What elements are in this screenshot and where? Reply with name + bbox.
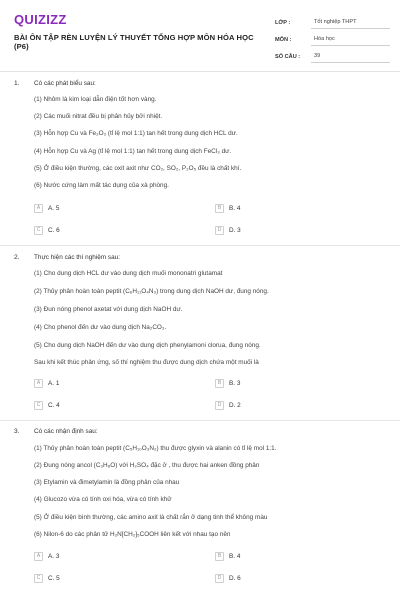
option-letter-box: A <box>34 552 43 561</box>
option-letter-box: D <box>215 226 224 235</box>
statement: (2) Thủy phân hoàn toàn peptit (C₆H₁₁O₄N₃) trong dung dịch NaOH dư, đung nóng. <box>34 288 269 295</box>
option-letter-box: B <box>215 204 224 213</box>
question-number: 3. <box>14 428 20 435</box>
statement: (5) Ở điều kiện bình thường, các amino axit là chất rắn ở dạng tinh thể không màu <box>34 514 268 521</box>
answer-option-b[interactable] <box>215 203 240 213</box>
question-separator <box>0 420 400 421</box>
statement: (4) Hỗn hợp Cu và Ag (tỉ lệ mol 1:1) tan hết trong dung dịch FeCl₃ dư. <box>34 148 232 155</box>
option-letter-box: D <box>215 574 224 583</box>
statement: (3) Hỗn hợp Cu và Fe₂O₃ (tỉ lệ mol 1:1) tan hết trong dung dịch HCL dư. <box>34 130 238 137</box>
option-letter-box: C <box>34 226 43 235</box>
statement: (4) Cho phenol đến dư vào dung dịch Na₂CO₃. <box>34 324 167 331</box>
statement: (2) Đung nóng ancol (C₃H₈O) với H₂SO₄ đặc ở , thu được hai anken đồng phân <box>34 462 260 469</box>
answer-option-b[interactable] <box>215 378 240 388</box>
statement: (5) Ở điều kiện thường, các oxit axit như CO₂, SO₂, P₂O₅ đều là chất khí. <box>34 165 242 172</box>
worksheet-header <box>0 0 400 68</box>
meta-row-subject <box>275 29 390 46</box>
question-number: 1. <box>14 80 20 87</box>
option-text: D. 3 <box>229 226 241 234</box>
meta-label: SỐ CÂU : <box>275 54 301 60</box>
option-text: A. 5 <box>48 204 60 212</box>
meta-label: MÔN : <box>275 37 292 43</box>
statement: (3) Etylamin và đimetylamin là đồng phân của nhau <box>34 479 180 486</box>
header-divider <box>0 71 400 72</box>
answer-option-c[interactable] <box>34 225 60 235</box>
option-letter-box: C <box>34 401 43 410</box>
quizizz-logo: QUIZIZZ <box>14 12 67 27</box>
question-prompt: Có các nhận định sau: <box>34 428 98 435</box>
worksheet-meta <box>275 12 390 63</box>
option-text: A. 3 <box>48 552 60 560</box>
statement: (6) Nước cứng làm mất tác dụng của xà phòng. <box>34 182 169 189</box>
option-text: D. 6 <box>229 574 241 582</box>
statement: (2) Các muối nitrat đều bị phân hủy bởi nhiệt. <box>34 113 163 120</box>
statement: (6) Nilon-6 do các phân tử H₂N[CH₂]₅COOH liên kết với nhau tạo nên <box>34 531 231 538</box>
meta-value: Hóa học <box>311 36 390 46</box>
answer-option-b[interactable] <box>215 551 240 561</box>
meta-value: 39 <box>311 53 390 63</box>
statement: (3) Đun nóng phenol axetat với dung dịch NaOH dư. <box>34 306 183 313</box>
statement: (5) Cho dung dịch NaOH đến dư vào dung dịch phenylamoni clorua, đung nóng. <box>34 342 261 349</box>
statement: (4) Glucozo vừa có tính oxi hóa, vừa có tính khử <box>34 496 172 503</box>
answer-option-c[interactable] <box>34 400 60 410</box>
meta-label: LỚP : <box>275 20 291 26</box>
question-prompt: Có các phát biểu sau: <box>34 80 96 87</box>
option-text: B. 4 <box>229 552 241 560</box>
option-text: C. 4 <box>48 401 60 409</box>
option-letter-box: B <box>215 552 224 561</box>
meta-row-class <box>275 12 390 29</box>
option-text: D. 2 <box>229 401 241 409</box>
answer-option-d[interactable] <box>215 400 241 410</box>
worksheet-title: BÀI ÔN TẬP RÈN LUYỆN LÝ THUYẾT TỔNG HỢP MÔN HÓA HỌC (P6) <box>14 33 254 51</box>
option-text: B. 3 <box>229 379 241 387</box>
question-prompt: Thực hiện các thí nghiệm sau: <box>34 254 120 261</box>
answer-option-d[interactable] <box>215 225 241 235</box>
option-letter-box: A <box>34 379 43 388</box>
statement: (1) Nhôm là kim loại dẫn điện tốt hơn vàng. <box>34 96 157 103</box>
answer-option-c[interactable] <box>34 573 60 583</box>
option-text: C. 6 <box>48 226 60 234</box>
statement: (1) Cho dung dịch HCL dư vào dung dịch muối mononatri glutamat <box>34 270 223 277</box>
option-letter-box: A <box>34 204 43 213</box>
question-number: 2. <box>14 254 20 261</box>
option-letter-box: C <box>34 574 43 583</box>
option-text: A. 1 <box>48 379 60 387</box>
answer-option-d[interactable] <box>215 573 241 583</box>
answer-option-a[interactable] <box>34 551 59 561</box>
option-letter-box: D <box>215 401 224 410</box>
meta-row-question-count <box>275 46 390 63</box>
question-separator <box>0 245 400 246</box>
option-text: C. 5 <box>48 574 60 582</box>
answer-option-a[interactable] <box>34 203 59 213</box>
statement: Sau khi kết thúc phản ứng, số thí nghiệm thu được dung dịch chứa một muối là <box>34 359 259 366</box>
option-letter-box: B <box>215 379 224 388</box>
answer-option-a[interactable] <box>34 378 59 388</box>
option-text: B. 4 <box>229 204 241 212</box>
meta-value: Tốt nghiệp THPT <box>311 19 390 29</box>
statement: (1) Thủy phân hoàn toàn peptit (C₅H₁₀O₃N₂) thu được glyxin và alanin có tỉ lệ mol 1:1. <box>34 445 277 452</box>
